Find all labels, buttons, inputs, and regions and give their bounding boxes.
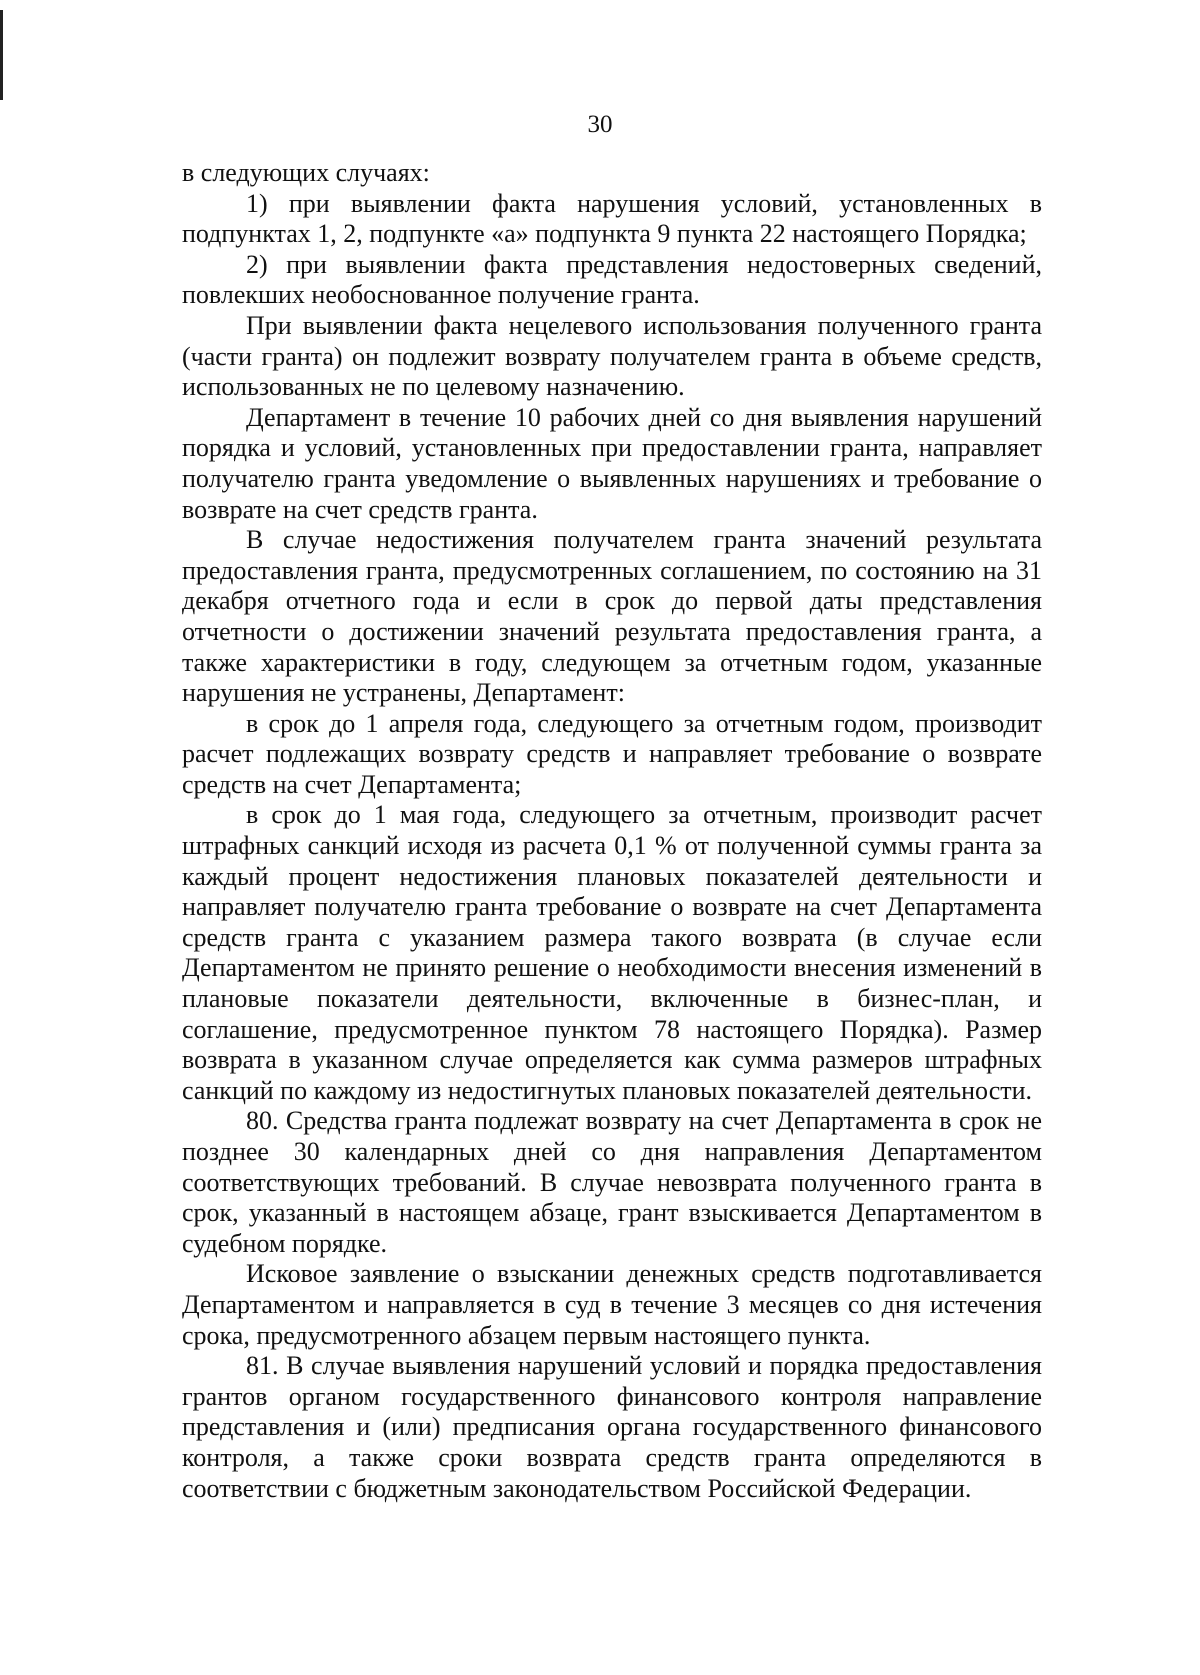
paragraph-april-deadline: в срок до 1 апреля года, следующего за отчетным годом, производит расчет подлежащих возврату средств и направляет требование о возврате средств на счет Департамента;: [182, 708, 1042, 799]
document-body: [182, 158, 1042, 1504]
paragraph-item-80: 80. Средства гранта подлежат возврату на счет Департамента в срок не позднее 30 календарных дней со дня направления Департаментом соответствующих требований. В случае невозврата полученного гранта в срок, указанный в настоящем абзаце, грант взыскивается Департаментом в судебном порядке.: [182, 1106, 1042, 1258]
paragraph-cases-intro: в следующих случаях:: [182, 158, 430, 187]
paragraph-case-2: 2) при выявлении факта представления недостоверных сведений, повлекших необоснованное получение гранта.: [182, 249, 1042, 310]
paragraph-department-notice: Департамент в течение 10 рабочих дней со дня выявления нарушений порядка и условий, установленных при предоставлении гранта, направляет получателю гранта уведомление о выявленных нарушениях и требование о возврате на счет средств гранта.: [182, 402, 1042, 524]
paragraph-case-1: 1) при выявлении факта нарушения условий, установленных в подпунктах 1, 2, подпункте «а» подпункта 9 пункта 22 настоящего Порядка;: [182, 188, 1042, 249]
paragraph-item-81: 81. В случае выявления нарушений условий и порядка предоставления грантов органом государственного финансового контроля направление представления и (или) предписания органа государственного финансового контроля, а также сроки возврата средств гранта определяются в соответствии с бюджетным законодательством Российской Федерации.: [182, 1351, 1042, 1503]
scan-edge-mark: [0, 10, 3, 100]
paragraph-results-not-achieved: В случае недостижения получателем гранта значений результата предоставления гранта, предусмотренных соглашением, по состоянию на 31 декабря отчетного года и если в срок до первой даты представления отчетности о достижении значений результата предоставления гранта, а также характеристики в году, следующем за отчетным годом, указанные нарушения не устранены, Департамент:: [182, 525, 1042, 708]
page-number: 30: [587, 111, 613, 138]
paragraph-may-deadline: в срок до 1 мая года, следующего за отчетным, производит расчет штрафных санкций исходя из расчета 0,1 % от полученной суммы гранта за каждый процент недостижения плановых показателей деятельности и направляет получателю гранта требование о возврате на счет Департамента средств гранта с указанием размера такого возврата (в случае если Департаментом не принято решение о необходимости внесения изменений в плановые показатели деятельности, включенные в бизнес-план, и соглашение, предусмотренное пунктом 78 настоящего Порядка). Размер возврата в указанном случае определяется как сумма размеров штрафных санкций по каждому из недостигнутых плановых показателей деятельности.: [182, 800, 1042, 1105]
paragraph-lawsuit: Исковое заявление о взыскании денежных средств подготавливается Департаментом и направляется в суд в течение 3 месяцев со дня истечения срока, предусмотренного абзацем первым настоящего пункта.: [182, 1259, 1042, 1350]
paragraph-misuse: При выявлении факта нецелевого использования полученного гранта (части гранта) он подлежит возврату получателем гранта в объеме средств, использованных не по целевому назначению.: [182, 310, 1042, 402]
